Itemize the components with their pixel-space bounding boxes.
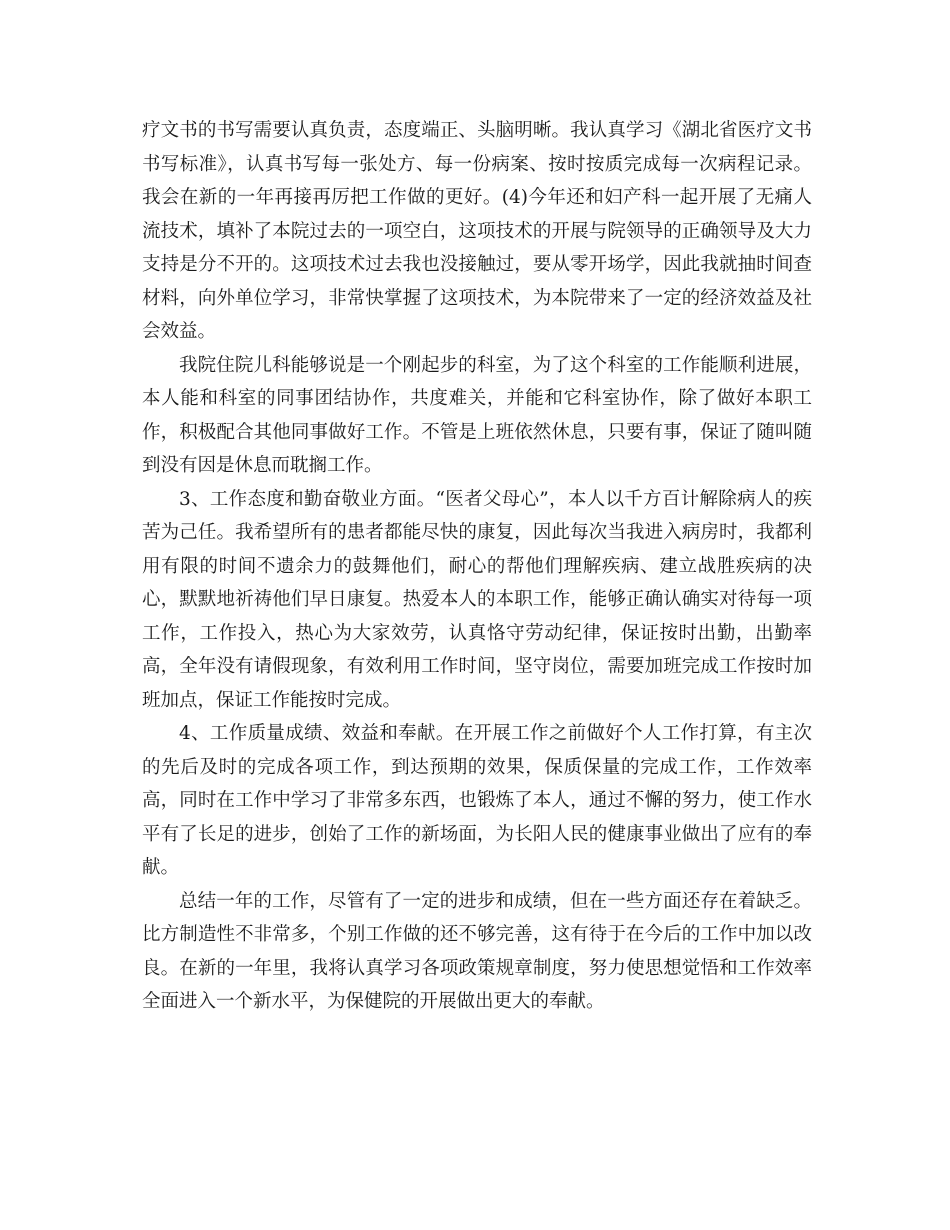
document-body (142, 114, 812, 1019)
paragraph-work-quality: 4、工作质量成绩、效益和奉献。在开展工作之前做好个人工作打算，有主次的先后及时的完成各项工作，到达预期的效果，保质保量的完成工作，工作效率高，同时在工作中学习了非常多东西，也锻炼了本人，通过不懈的努力，使工作水平有了长足的进步，创始了工作的新场面，为长阳人民的健康事业做出了应有的奉献。 (142, 723, 812, 878)
paragraph-continuation: 疗文书的书写需要认真负责，态度端正、头脑明晰。我认真学习《湖北省医疗文书书写标准》，认真书写每一张处方、每一份病案、按时按质完成每一次病程记录。我会在新的一年再接再厉把工作做的更好。(4)今年还和妇产科一起开展了无痛人流技术，填补了本院过去的一项空白，这项技术的开展与院领导的正确领导及大力支持是分不开的。这项技术过去我也没接触过，要从零开场学，因此我就抽时间查材料，向外单位学习，非常快掌握了这项技术，为本院带来了一定的经济效益及社会效益。 (142, 120, 812, 342)
paragraph-pediatrics: 我院住院儿科能够说是一个刚起步的科室，为了这个科室的工作能顺利进展，本人能和科室的同事团结协作，共度难关，并能和它科室协作，除了做好本职工作，积极配合其他同事做好工作。不管是上班依然休息，只要有事，保证了随叫随到没有因是休息而耽搁工作。 (142, 354, 812, 476)
paragraph-work-attitude: 3、工作态度和勤奋敬业方面。“医者父母心”，本人以千方百计解除病人的疾苦为己任。我希望所有的患者都能尽快的康复，因此每次当我进入病房时，我都利用有限的时间不遗余力的鼓舞他们，耐心的帮他们理解疾病、建立战胜疾病的决心，默默地祈祷他们早日康复。热爱本人的本职工作，能够正确认确实对待每一项工作，工作投入，热心为大家效劳，认真恪守劳动纪律，保证按时出勤，出勤率高，全年没有请假现象，有效利用工作时间，坚守岗位，需要加班完成工作按时加班加点，保证工作能按时完成。 (142, 488, 812, 711)
paragraph-summary: 总结一年的工作，尽管有了一定的进步和成绩，但在一些方面还存在着缺乏。比方制造性不非常多，个别工作做的还不够完善，这有待于在今后的工作中加以改良。在新的一年里，我将认真学习各项政策规章制度，努力使思想觉悟和工作效率全面进入一个新水平，为保健院的开展做出更大的奉献。 (142, 890, 812, 1012)
